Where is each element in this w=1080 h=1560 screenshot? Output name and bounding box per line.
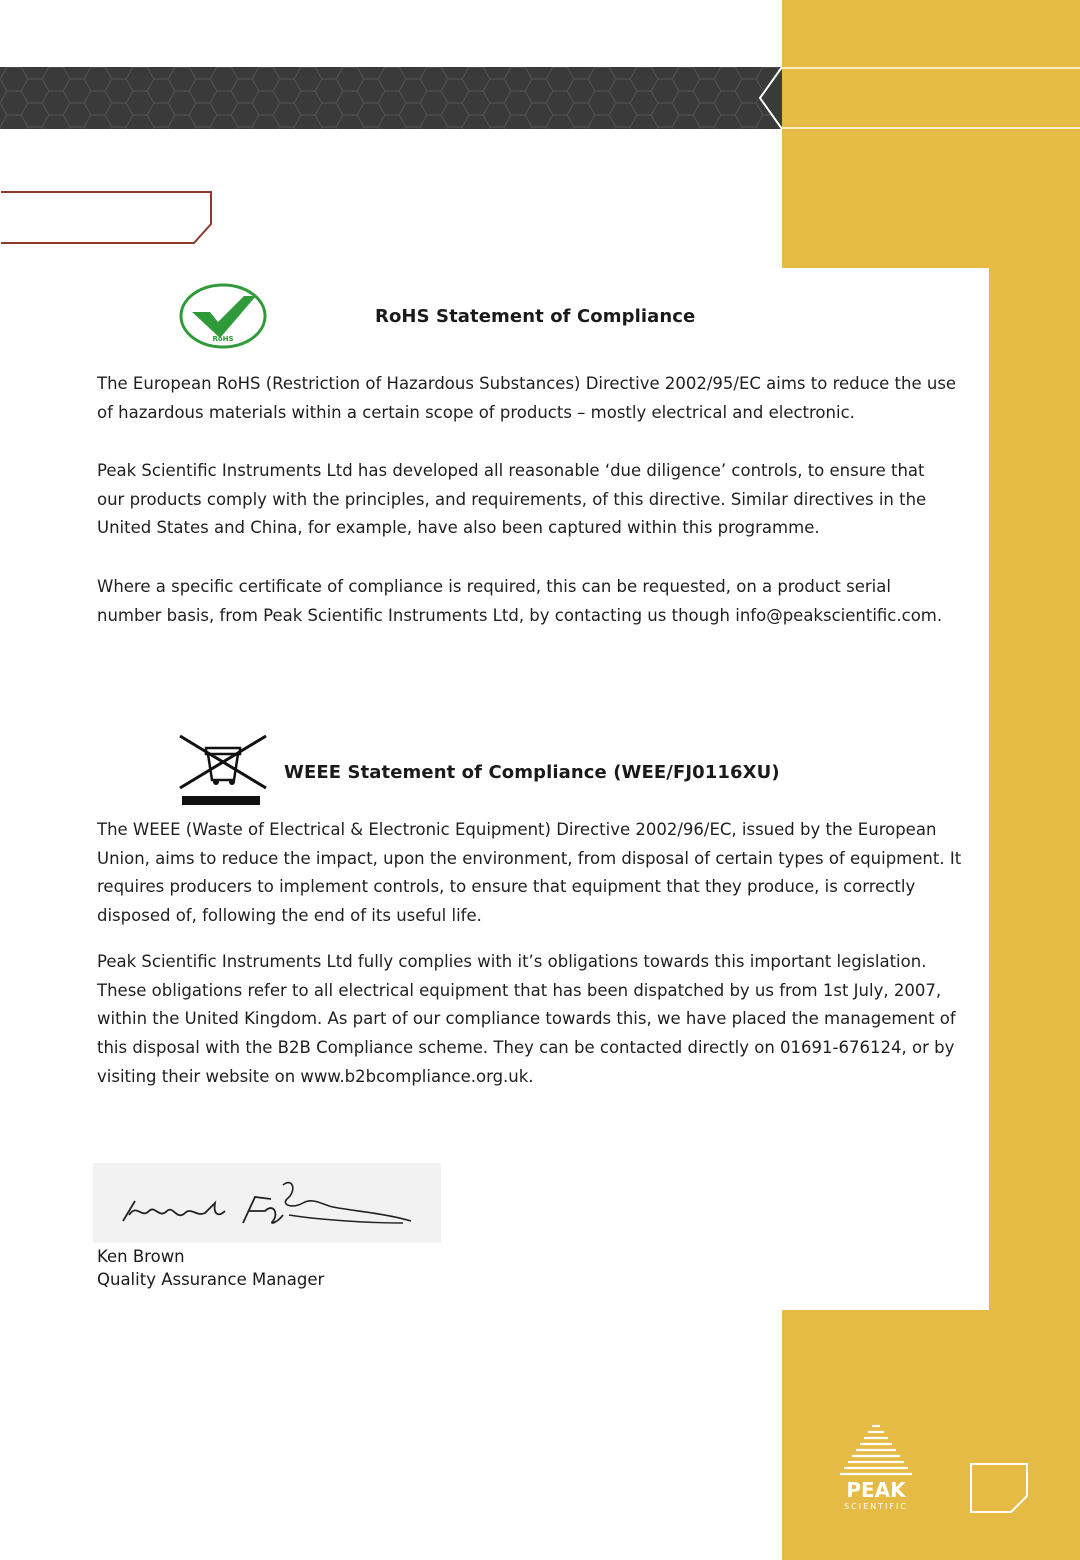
signatory-role: Quality Assurance Manager (97, 1270, 325, 1289)
weee-paragraph-1: The WEEE (Waste of Electrical & Electronic Equipment) Directive 2002/96/EC, issued by the European Union, aims to reduce the impact, upon the environment, from disposal of certain types of equipment. It requires producers to implement controls, to ensure that equipment that they produce, is correctly disposed of, following the end of its useful life. (97, 820, 962, 926)
weee-bin-icon (178, 734, 270, 808)
weee-title: WEEE Statement of Compliance (WEE/FJ0116XU) (284, 762, 780, 783)
rohs-paragraph-2: Peak Scientific Instruments Ltd has developed all reasonable ‘due diligence’ controls, to ensure that our products comply with the principles, and requirements, of this directive. Similar directives in the United States and China, for example, have also been captured within this programme. (97, 461, 927, 538)
page-number-tab (969, 1460, 1029, 1514)
weee-paragraph-2: Peak Scientific Instruments Ltd fully complies with it’s obligations towards this important legislation. These obligations refer to all electrical equipment that has been dispatched by us from 1st July, 2007, within the United Kingdom. As part of our compliance towards this, we have placed the management of this disposal with the B2B Compliance scheme. They can be contacted directly on 01691-676124, or by visiting their website on www.b2bcompliance.org.uk. (97, 952, 956, 1086)
hexagon-pattern (0, 67, 782, 129)
signature (93, 1163, 441, 1243)
section-tab (0, 191, 214, 245)
header-banner (0, 67, 782, 129)
banner-arrow (756, 67, 786, 129)
rohs-check-icon (178, 282, 270, 352)
rohs-title: RoHS Statement of Compliance (375, 306, 696, 327)
brand-name: PEAK (846, 1478, 906, 1502)
signatory (97, 1245, 324, 1291)
rohs-logo-text: RoHS (212, 335, 234, 343)
rohs-paragraph-1: The European RoHS (Restriction of Hazardous Substances) Directive 2002/95/EC aims to reduce the use of hazardous materials within a certain scope of products – mostly electrical and electronic. (97, 374, 957, 422)
peak-logo (832, 1420, 924, 1512)
brand-tagline: SCIENTIFIC (844, 1502, 908, 1511)
rohs-paragraph-3: Where a specific certificate of compliance is required, this can be requested, on a product serial number basis, from Peak Scientific Instruments Ltd, by contacting us though info@peakscientific.com. (97, 577, 943, 625)
signatory-name: Ken Brown (97, 1247, 185, 1266)
handwritten-signature (93, 1163, 441, 1243)
banner-line-top (782, 67, 1080, 69)
banner-line-bottom (782, 127, 1080, 129)
